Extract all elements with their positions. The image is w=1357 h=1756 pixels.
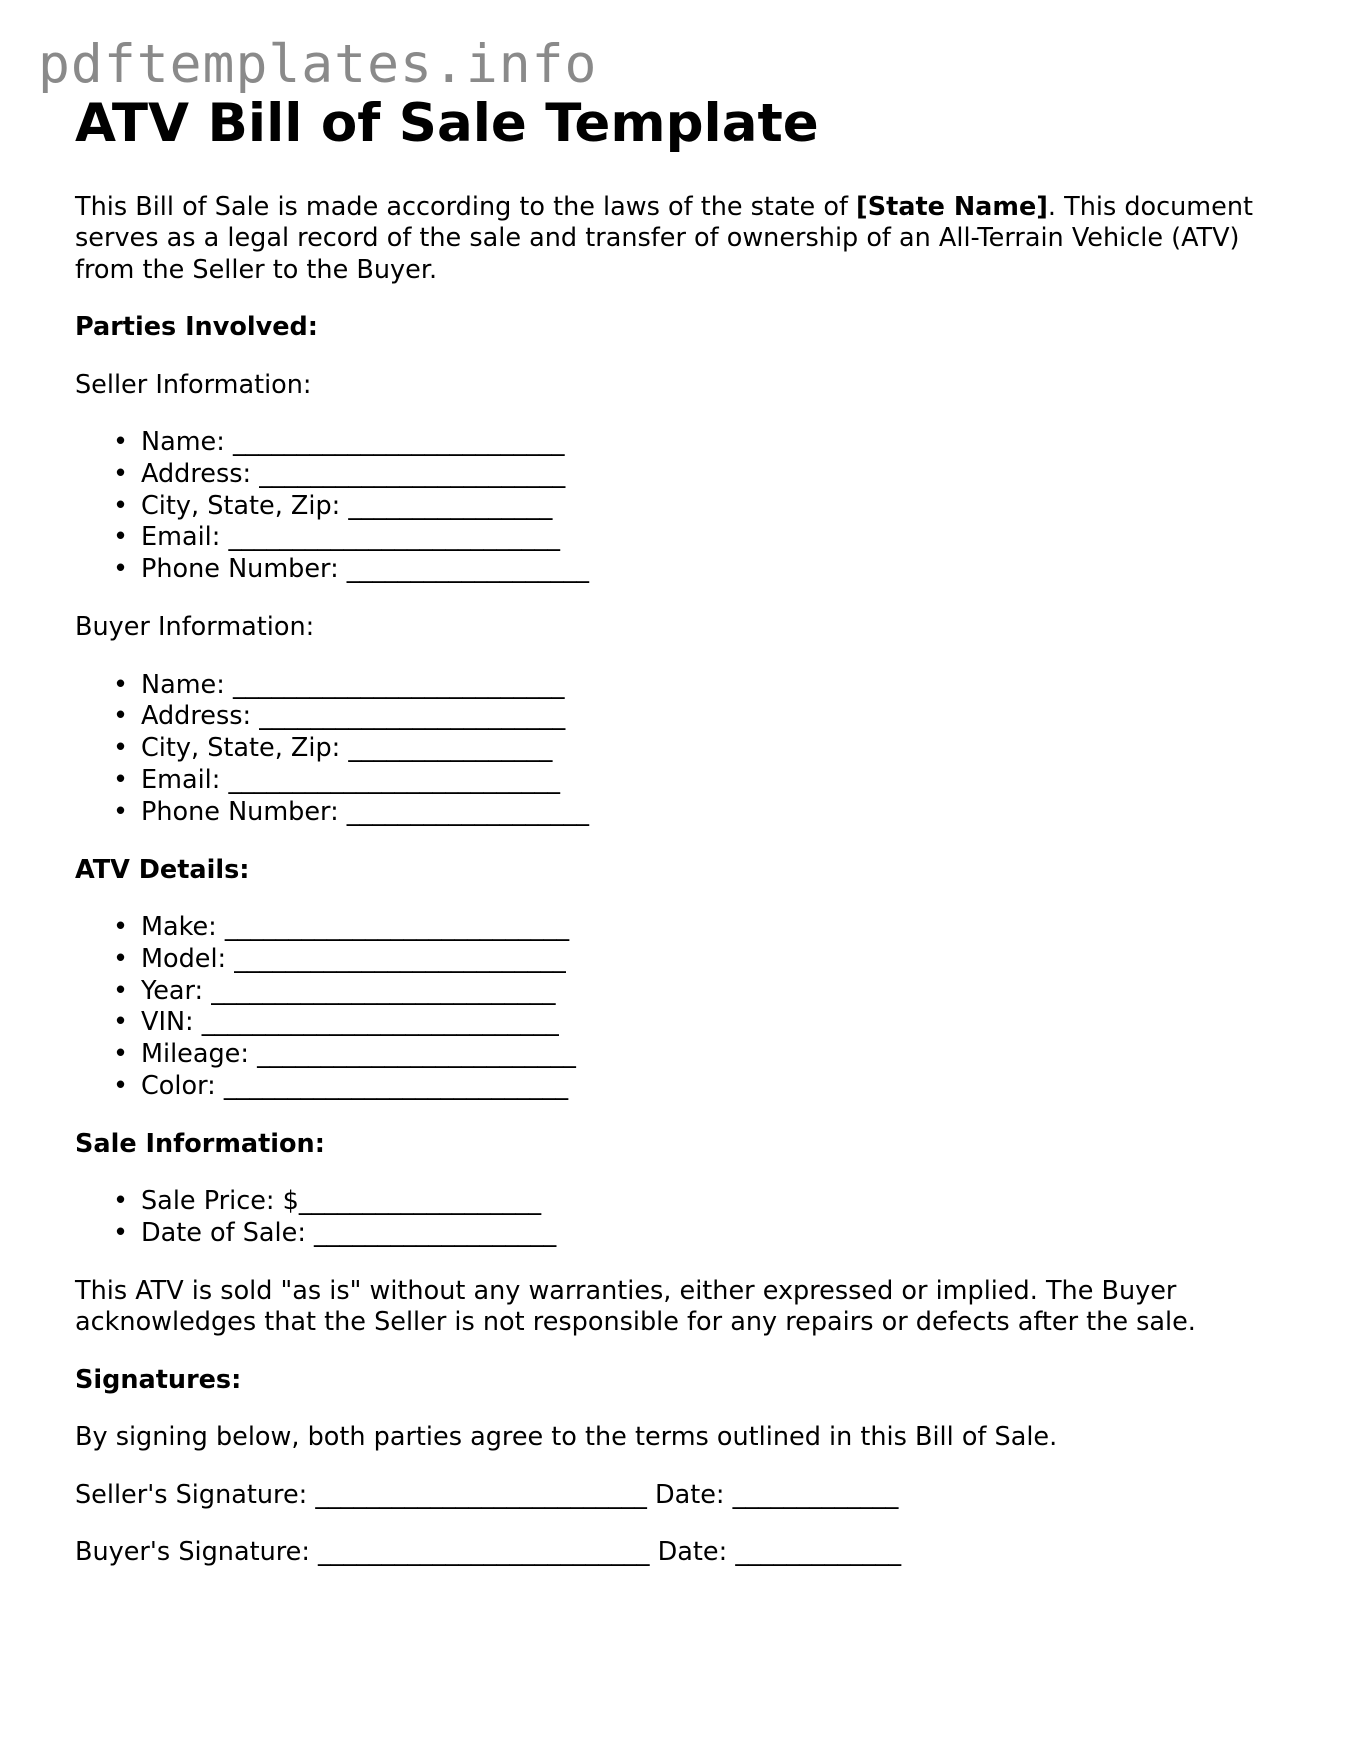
buyer-email-field: • Email: __________________________ bbox=[141, 765, 1285, 797]
document-title: ATV Bill of Sale Template bbox=[75, 93, 819, 154]
buyer-email-blank[interactable]: __________________________ bbox=[228, 764, 560, 795]
seller-city-state-zip-blank[interactable]: ________________ bbox=[348, 490, 553, 521]
atv-mileage-blank[interactable]: _________________________ bbox=[257, 1039, 576, 1070]
buyer-city-state-zip-blank[interactable]: ________________ bbox=[348, 733, 553, 764]
seller-signature-line bbox=[75, 1480, 1285, 1512]
seller-city-state-zip-field: • City, State, Zip: ________________ bbox=[141, 491, 1285, 523]
as-is-paragraph: This ATV is sold "as is" without any warranties, either expressed or implied. The Buyer acknowledges that the Seller is not responsible for any repairs or defects after the sale. bbox=[75, 1275, 1196, 1338]
buyer-fields-list bbox=[75, 670, 1285, 829]
seller-email-blank[interactable]: __________________________ bbox=[228, 522, 560, 553]
intro-text-start: This Bill of Sale is made according to the laws of the state of bbox=[75, 191, 857, 222]
atv-mileage-field: • Mileage: _________________________ bbox=[141, 1039, 1285, 1071]
sale-price-field: • Sale Price: $___________________ bbox=[141, 1186, 1285, 1218]
buyer-date-blank[interactable]: _____________ bbox=[735, 1537, 902, 1568]
seller-address-blank[interactable]: ________________________ bbox=[259, 458, 566, 489]
atv-year-blank[interactable]: ___________________________ bbox=[211, 975, 556, 1006]
buyer-date-label: Date: bbox=[649, 1537, 736, 1568]
seller-name-field: • Name: __________________________ bbox=[141, 427, 1285, 459]
sale-date-blank[interactable]: ___________________ bbox=[314, 1218, 557, 1249]
buyer-signature-label: Buyer's Signature: bbox=[75, 1537, 319, 1568]
buyer-city-state-zip-field: • City, State, Zip: ________________ bbox=[141, 733, 1285, 765]
atv-details-heading: ATV Details: bbox=[75, 854, 250, 885]
seller-date-blank[interactable]: _____________ bbox=[732, 1479, 899, 1510]
buyer-address-field: • Address: ________________________ bbox=[141, 701, 1285, 733]
signatures-heading: Signatures: bbox=[75, 1364, 242, 1395]
seller-name-blank[interactable]: __________________________ bbox=[232, 427, 565, 458]
buyer-address-blank[interactable]: ________________________ bbox=[259, 701, 566, 732]
atv-fields-list bbox=[75, 912, 1285, 1103]
signatures-statement: By signing below, both parties agree to the terms outlined in this Bill of Sale. bbox=[75, 1422, 1058, 1453]
buyer-phone-blank[interactable]: ___________________ bbox=[346, 796, 590, 827]
seller-signature-blank[interactable]: __________________________ bbox=[315, 1479, 647, 1510]
buyer-name-field: • Name: __________________________ bbox=[141, 670, 1285, 702]
buyer-name-blank[interactable]: __________________________ bbox=[232, 669, 565, 700]
atv-model-blank[interactable]: __________________________ bbox=[234, 943, 566, 974]
atv-color-field: • Color: ___________________________ bbox=[141, 1071, 1285, 1103]
atv-color-blank[interactable]: ___________________________ bbox=[223, 1071, 569, 1102]
seller-signature-label: Seller's Signature: bbox=[75, 1479, 316, 1510]
atv-model-field: • Model: __________________________ bbox=[141, 944, 1285, 976]
intro-paragraph bbox=[75, 192, 1285, 287]
buyer-signature-blank[interactable]: __________________________ bbox=[318, 1537, 650, 1568]
atv-year-field: • Year: ___________________________ bbox=[141, 976, 1285, 1008]
seller-fields-list bbox=[75, 427, 1285, 586]
seller-phone-blank[interactable]: ___________________ bbox=[346, 554, 590, 585]
seller-address-field: • Address: ________________________ bbox=[141, 459, 1285, 491]
document-body bbox=[75, 92, 1285, 1595]
buyer-phone-field: • Phone Number: ___________________ bbox=[141, 797, 1285, 829]
sale-price-blank[interactable]: ___________________ bbox=[298, 1186, 542, 1217]
parties-heading: Parties Involved: bbox=[75, 312, 318, 343]
seller-date-label: Date: bbox=[646, 1479, 733, 1510]
atv-make-blank[interactable]: ___________________________ bbox=[224, 912, 570, 943]
sale-fields-list bbox=[75, 1186, 1285, 1250]
buyer-signature-line bbox=[75, 1537, 1285, 1569]
atv-vin-field: • VIN: ____________________________ bbox=[141, 1007, 1285, 1039]
seller-email-field: • Email: __________________________ bbox=[141, 522, 1285, 554]
state-name-placeholder: [State Name] bbox=[856, 191, 1048, 222]
sale-date-field: • Date of Sale: ___________________ bbox=[141, 1218, 1285, 1250]
watermark: pdftemplates.info bbox=[38, 34, 598, 95]
seller-info-label: Seller Information: bbox=[75, 369, 312, 400]
atv-make-field: • Make: ___________________________ bbox=[141, 912, 1285, 944]
seller-phone-field: • Phone Number: ___________________ bbox=[141, 554, 1285, 586]
buyer-info-label: Buyer Information: bbox=[75, 612, 315, 643]
intro-text-end: . This document serves as a legal record of the sale and transfer of ownership of an All-Terrain Vehicle (ATV) from the Seller to the Buyer. bbox=[75, 191, 1253, 285]
atv-vin-blank[interactable]: ____________________________ bbox=[201, 1007, 559, 1038]
sale-info-heading: Sale Information: bbox=[75, 1128, 325, 1159]
